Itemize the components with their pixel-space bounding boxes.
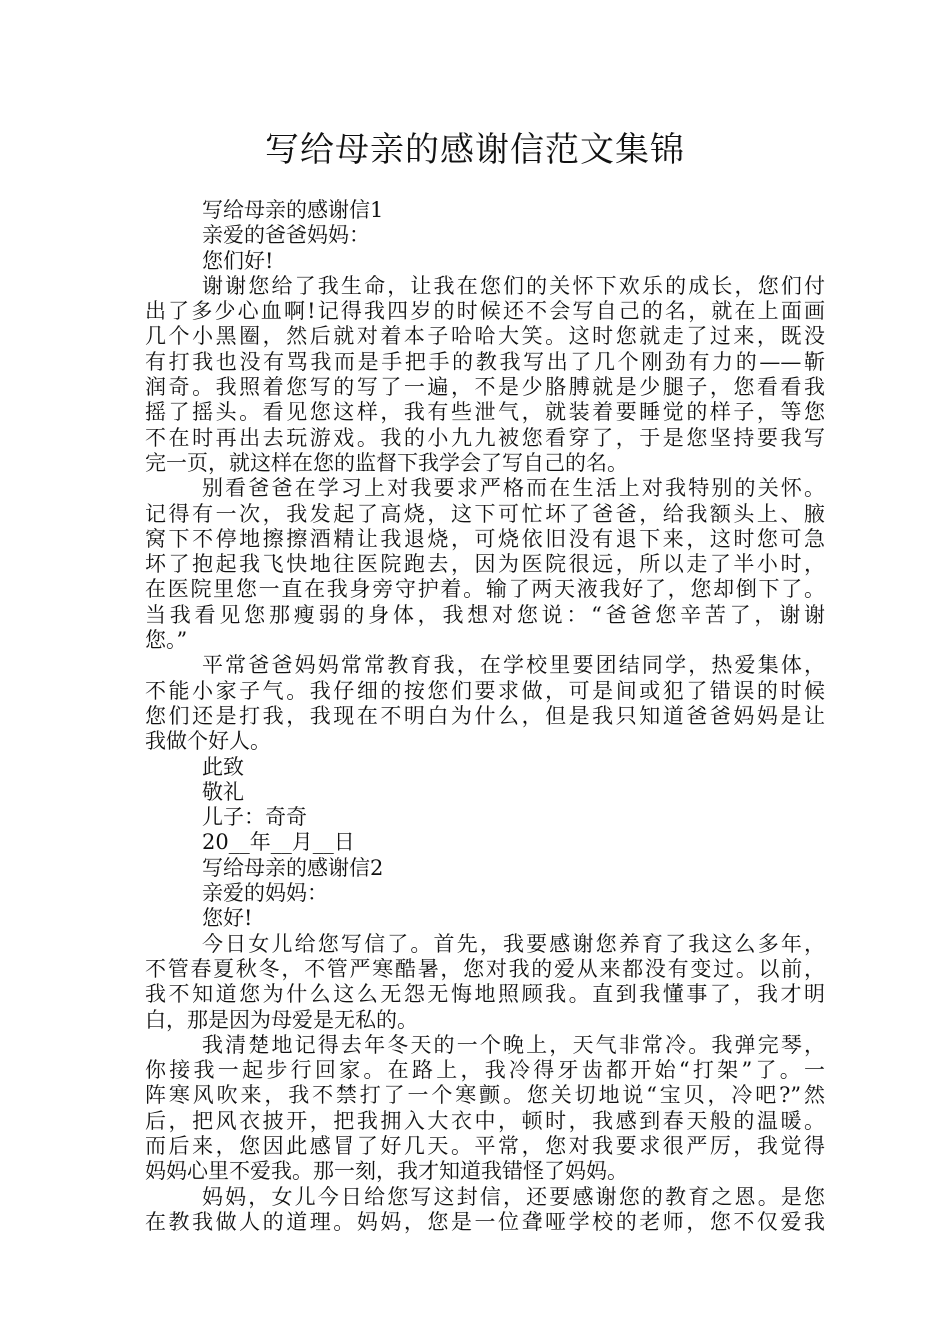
text-line: 当我看见您那瘦弱的身体，我想对您说：“爸爸您辛苦了，谢谢 bbox=[145, 602, 825, 627]
text-line: 写给母亲的感谢信2 bbox=[202, 855, 384, 880]
text-line: 白，那是因为母爱是无私的。 bbox=[145, 1007, 418, 1032]
text-line: 平常爸爸妈妈常常教育我，在学校里要团结同学，热爱集体， bbox=[202, 653, 825, 678]
text-line: 不在时再出去玩游戏。我的小九九被您看穿了，于是您坚持要我写 bbox=[145, 425, 825, 450]
text-line: 后，把风衣披开，把我拥入大衣中，顿时，我感到春天般的温暖。 bbox=[145, 1108, 825, 1133]
text-line: 摇了摇头。看见您这样，我有些泄气，就装着要睡觉的样子，等您 bbox=[145, 400, 825, 425]
text-line: 而后来，您因此感冒了好几天。平常，您对我要求很严厉，我觉得 bbox=[145, 1133, 825, 1158]
document-body bbox=[145, 198, 825, 1235]
text-line: 你接我一起步行回家。在路上，我冷得牙齿都开始“打架”了。一 bbox=[145, 1058, 825, 1083]
text-line: 您们好! bbox=[202, 248, 274, 273]
text-line: 不能小家子气。我仔细的按您们要求做，可是间或犯了错误的时候 bbox=[145, 678, 825, 703]
text-line: 写给母亲的感谢信1 bbox=[202, 198, 384, 222]
text-line: 在教我做人的道理。妈妈，您是一位聋哑学校的老师，您不仅爱我 bbox=[145, 1209, 825, 1234]
text-line: 此致 bbox=[202, 754, 244, 779]
text-line: 今日女儿给您写信了。首先，我要感谢您养育了我这么多年， bbox=[202, 931, 825, 956]
text-line: 儿子：奇奇 bbox=[202, 805, 307, 830]
text-line: 妈妈，女儿今日给您写这封信，还要感谢您的教育之恩。是您 bbox=[202, 1184, 825, 1209]
text-line: 润奇。我照着您写的写了一遍，不是少胳膊就是少腿子，您看看我 bbox=[145, 375, 825, 400]
text-line: 几个小黑圈，然后就对着本子哈哈大笑。这时您就走了过来，既没 bbox=[145, 324, 825, 349]
text-line: 您好! bbox=[202, 906, 253, 931]
text-line: 我做个好人。 bbox=[145, 729, 271, 754]
text-line: 您。” bbox=[145, 628, 188, 653]
text-line: 20__年__月__日 bbox=[202, 830, 355, 855]
text-line: 完一页，就这样在您的监督下我学会了写自己的名。 bbox=[145, 450, 628, 475]
text-line: 我清楚地记得去年冬天的一个晚上，天气非常冷。我弹完琴， bbox=[202, 1032, 825, 1057]
text-line: 敬礼 bbox=[202, 779, 244, 804]
text-line: 有打我也没有骂我而是手把手的教我写出了几个刚劲有力的——靳 bbox=[145, 349, 825, 374]
text-line: 别看爸爸在学习上对我要求严格而在生活上对我特别的关怀。 bbox=[202, 476, 825, 501]
text-line: 亲爱的妈妈： bbox=[202, 881, 328, 906]
text-line: 您们还是打我，我现在不明白为什么，但是我只知道爸爸妈妈是让 bbox=[145, 703, 825, 728]
text-line: 窝下不停地擦擦酒精让我退烧，可烧依旧没有退下来，这时您可急 bbox=[145, 526, 825, 551]
text-line: 阵寒风吹来，我不禁打了一个寒颤。您关切地说“宝贝，冷吧?”然 bbox=[145, 1083, 825, 1108]
text-line: 我不知道您为什么这么无怨无悔地照顾我。直到我懂事了，我才明 bbox=[145, 982, 825, 1007]
text-line: 不管春夏秋冬，不管严寒酷暑，您对我的爱从来都没有变过。以前， bbox=[145, 956, 825, 981]
text-line: 谢谢您给了我生命，让我在您们的关怀下欢乐的成长，您们付 bbox=[202, 273, 825, 298]
document-title: 写给母亲的感谢信范文集锦 bbox=[265, 130, 685, 170]
text-line: 记得有一次，我发起了高烧，这下可忙坏了爸爸，给我额头上、腋 bbox=[145, 501, 825, 526]
text-line: 妈妈心里不爱我。那一刻，我才知道我错怪了妈妈。 bbox=[145, 1159, 628, 1184]
text-line: 亲爱的爸爸妈妈： bbox=[202, 223, 370, 248]
text-line: 坏了抱起我飞快地往医院跑去，因为医院很远，所以走了半小时， bbox=[145, 552, 825, 577]
text-line: 出了多少心血啊!记得我四岁的时候还不会写自己的名，就在上面画 bbox=[145, 299, 825, 324]
text-line: 在医院里您一直在我身旁守护着。输了两天液我好了，您却倒下了。 bbox=[145, 577, 825, 602]
